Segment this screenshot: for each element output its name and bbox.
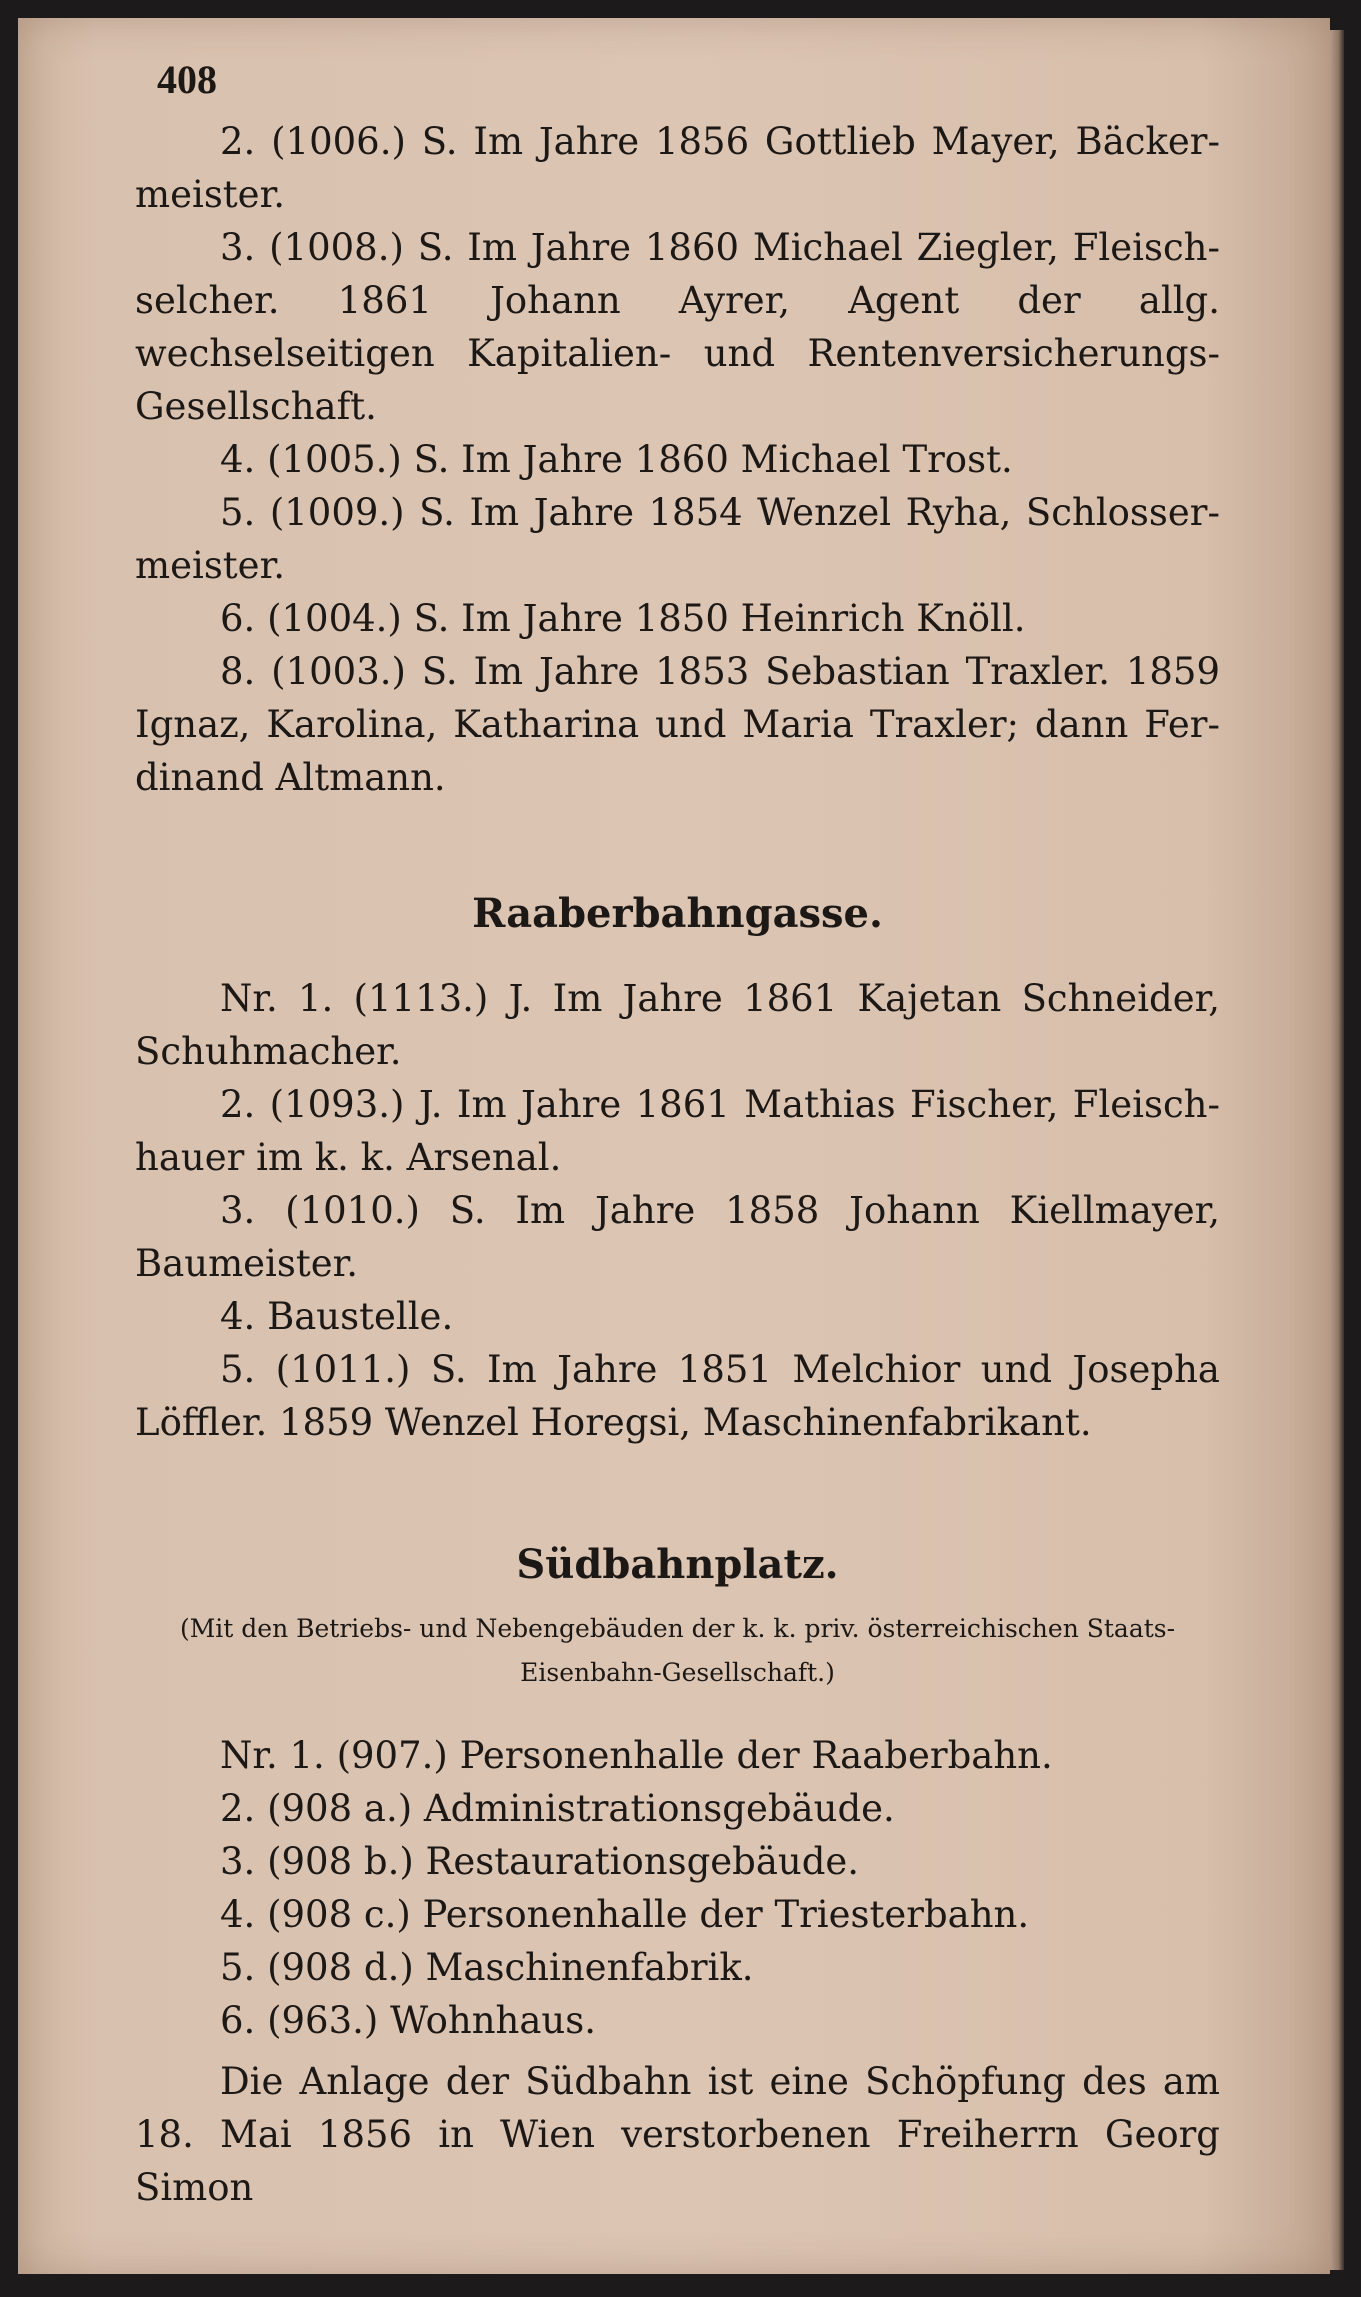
entry-2-1006: 2. (1006.) S. Im Jahre 1856 Gottlieb Mayer, Bäcker-meister. <box>135 120 1220 216</box>
entry-raaber-1: Nr. 1. (1113.) J. Im Jahre 1861 Kajetan Schneider, Schuhmacher. <box>135 977 1220 1073</box>
list-item-sued-2: 2. (908 a.) Administrationsgebäude. <box>220 1787 895 1830</box>
body-paragraph: Die Anlage der Südbahn ist eine Schöpfung des am 18. Mai 1856 in Wien verstorbenen Freiherrn Georg Simon <box>135 2060 1220 2209</box>
entry-3-1008: 3. (1008.) S. Im Jahre 1860 Michael Ziegler, Fleisch-selcher. 1861 Johann Ayrer, Agent der allg. wechselseitigen Kapitalien- und Rentenversicherungs-Gesellschaft. <box>135 226 1220 428</box>
entry-raaber-5: 5. (1011.) S. Im Jahre 1851 Melchior und Josepha Löffler. 1859 Wenzel Horegsi, Maschinenfabrikant. <box>135 1348 1220 1444</box>
page-number: 408 <box>157 57 217 102</box>
entry-6-1004: 6. (1004.) S. Im Jahre 1850 Heinrich Knöll. <box>220 597 1026 640</box>
entry-raaber-2: 2. (1093.) J. Im Jahre 1861 Mathias Fischer, Fleisch-hauer im k. k. Arsenal. <box>135 1083 1220 1179</box>
section-heading-raaberbahngasse: Raaberbahngasse. <box>472 890 883 937</box>
page-edge <box>1330 30 1344 2270</box>
page-content <box>135 55 1220 2214</box>
entry-raaber-4: 4. Baustelle. <box>220 1295 454 1338</box>
section-note: (Mit den Betriebs- und Nebengebäuden der k. k. priv. österreichischen Staats-Eisenbahn-Gesellschaft.) <box>179 1614 1176 1687</box>
list-item-sued-4: 4. (908 c.) Personenhalle der Triesterbahn. <box>220 1893 1030 1936</box>
spacer <box>135 2047 1220 2055</box>
list-item-sued-3: 3. (908 b.) Restaurationsgebäude. <box>220 1840 860 1883</box>
section-heading-suedbahnplatz: Südbahnplatz. <box>516 1541 839 1588</box>
list-item-sued-1: Nr. 1. (907.) Personenhalle der Raaberbahn. <box>220 1734 1053 1777</box>
entry-5-1009: 5. (1009.) S. Im Jahre 1854 Wenzel Ryha, Schlosser-meister. <box>135 491 1220 587</box>
list-item-sued-6: 6. (963.) Wohnhaus. <box>220 1999 596 2042</box>
list-item-sued-5: 5. (908 d.) Maschinenfabrik. <box>220 1946 754 1989</box>
entry-4-1005: 4. (1005.) S. Im Jahre 1860 Michael Trost. <box>220 438 1013 481</box>
entry-8-1003: 8. (1003.) S. Im Jahre 1853 Sebastian Traxler. 1859 Ignaz, Karolina, Katharina und Maria Traxler; dann Fer-dinand Altmann. <box>135 650 1220 799</box>
entry-raaber-3: 3. (1010.) S. Im Jahre 1858 Johann Kiellmayer, Baumeister. <box>135 1189 1220 1285</box>
